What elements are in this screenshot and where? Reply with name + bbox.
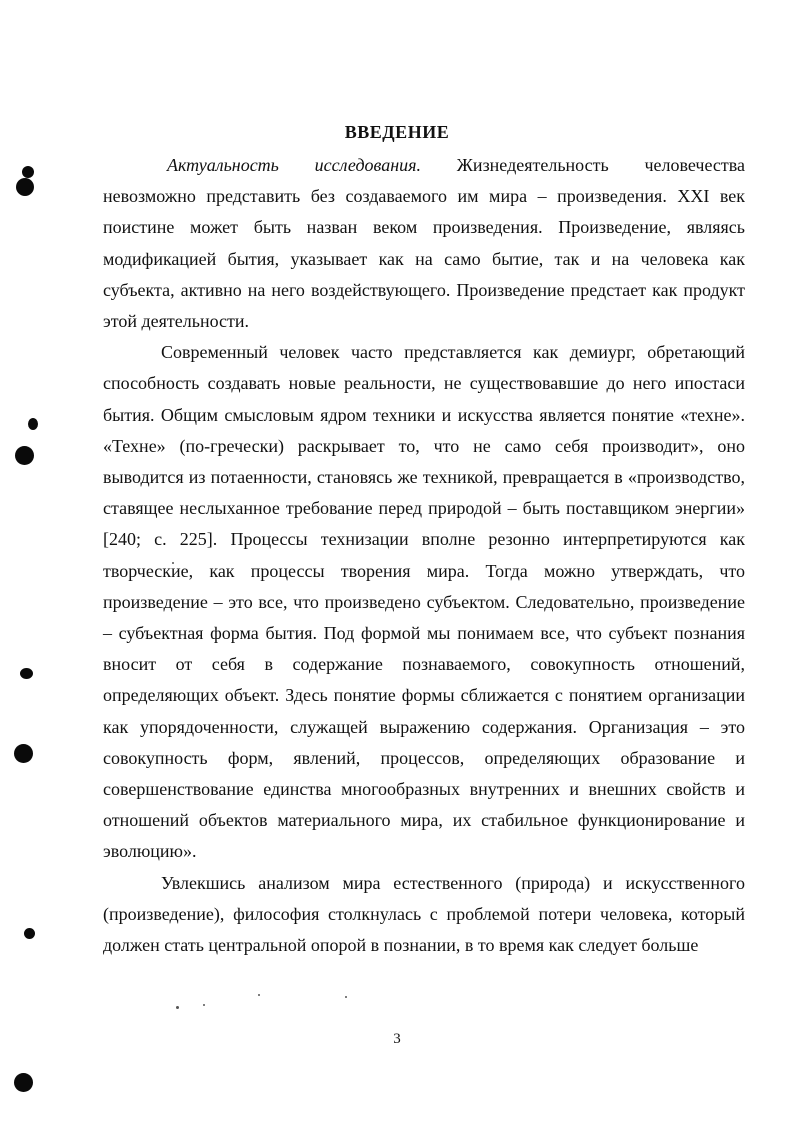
scan-speck <box>258 994 260 996</box>
binder-hole-mark <box>16 178 34 196</box>
binder-hole-mark <box>22 166 34 178</box>
body-text <box>103 150 745 961</box>
paragraph-nature-artifact: Увлекшись анализом мира естественного (природа) и искусственного (произведение), философия столкнулась с проблемой потери человека, который должен стать центральной опорой в познании, в то время как следует больше <box>103 872 745 956</box>
paragraph-relevance <box>103 150 745 337</box>
scan-speck <box>203 1004 205 1006</box>
page-number: 3 <box>393 1031 401 1047</box>
paragraph-demiurge: Современный человек часто представляется как демиург, обретающий способность создавать новые реальности, не существовавшие до него ипостаси бытия. Общим смысловым ядром техники и искусства является понятие «техне». «Техне» (по-гречески) раскрывает то, что не само себя производит», оно выводится из потаенности, становясь же техникой, превращается в «производство, ставящее неслыханное требование перед природой – быть поставщиком энергии» [240; с. 225]. Процессы технизации вполне резонно интерпретируются как творческие, как процессы творения мира. Тогда можно утверждать, что произведение – это все, что произведено субъектом. Следовательно, произведение – субъектная форма бытия. Под формой мы понимаем все, что субъект познания вносит от себя в содержание познаваемого, совокупность отношений, определяющих объект. Здесь понятие формы сближается с понятием организации как упорядоченности, служащей выражению содержания. Организация – это совокупность форм, явлений, процессов, определяющих образование и совершенствование единства многообразных внутренних и внешних свойств и отношений объектов материального мира, их стабильное функционирование и эволюцию». <box>103 342 745 862</box>
scan-speck <box>345 996 347 998</box>
relevance-lead: Актуальность исследования. <box>167 155 422 175</box>
binder-hole-mark <box>28 418 38 430</box>
page-title: ВВЕДЕНИЕ <box>344 122 450 142</box>
binder-hole-mark <box>20 668 33 679</box>
binder-hole-mark <box>24 928 35 939</box>
binder-hole-mark <box>14 1073 33 1092</box>
binder-hole-mark <box>15 446 34 465</box>
binder-hole-mark <box>14 744 33 763</box>
scan-speck <box>176 1006 179 1009</box>
relevance-text: Жизнедеятельность человечества невозможно представить без создаваемого им мира – произведения. XXI век поистине может быть назван веком произведения. Произведение, являясь модификацией бытия, указывает как на само бытие, так и на человека как субъекта, активно на него воздействующего. Произведение предстает как продукт этой деятельности. <box>103 155 745 332</box>
